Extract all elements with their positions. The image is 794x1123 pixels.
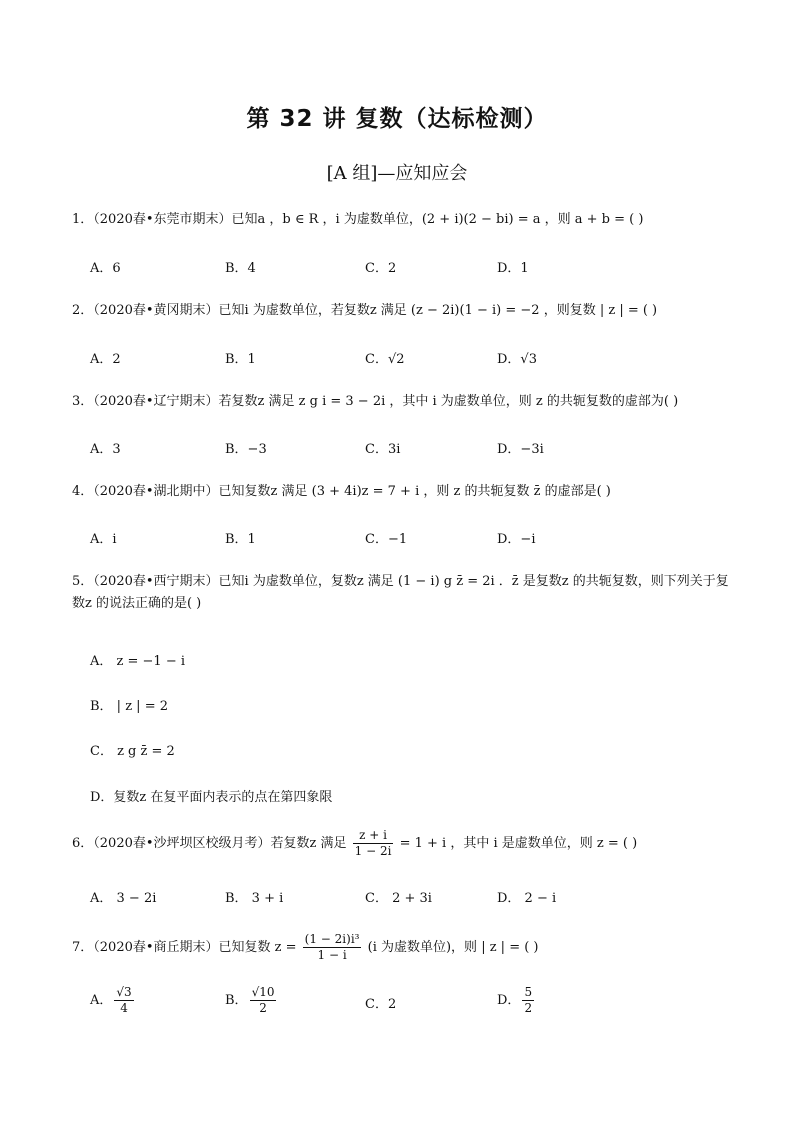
fraction <box>522 985 534 1016</box>
option-c: C．3i <box>365 442 401 457</box>
fraction-denominator: 4 <box>120 1001 128 1015</box>
option-b: B．4 <box>225 261 256 276</box>
fraction-numerator: √10 <box>251 985 275 999</box>
option-b <box>225 985 278 1016</box>
option-d <box>497 985 536 1016</box>
option-b: B．1 <box>225 532 256 547</box>
fraction-numerator: z + i <box>353 828 394 844</box>
option-a <box>90 985 136 1016</box>
option-b: B．1 <box>225 352 256 367</box>
option-label: D． <box>497 993 521 1008</box>
question-2-stem: 2．（2020春•黄冈期末）已知i 为虚数单位，若复数z 满足 (z − 2i)(1 − i) = −2 ，则复数 | z | = ( ) <box>72 303 658 318</box>
question-1-stem: 1．（2020春•东莞市期末）已知a ，b ∈ R ，i 为虚数单位，(2 + i)(2 − bi) = a ，则 a + b = ( ) <box>72 212 644 227</box>
question-3-stem: 3．（2020春•辽宁期末）若复数z 满足 z g i = 3 − 2i ，其中 i 为虚数单位，则 z 的共轭复数的虚部为( ) <box>72 394 679 409</box>
option-label: B． <box>225 993 248 1008</box>
option-a: A．2 <box>90 352 121 367</box>
option-label: A． <box>90 993 113 1008</box>
fraction-denominator: 1 − 2i <box>354 844 392 858</box>
fraction-numerator: 5 <box>524 985 533 999</box>
fraction-denominator: 2 <box>259 1001 267 1015</box>
question-4-stem: 4．（2020春•湖北期中）已知复数z 满足 (3 + 4i)z = 7 + i ，则 z 的共轭复数 z̄ 的虚部是( ) <box>72 484 611 499</box>
option-a: A．6 <box>90 261 121 276</box>
option-b: B．−3 <box>225 442 267 457</box>
question-5-option-b: B． | z | = 2 <box>90 699 168 714</box>
option-a: A．3 <box>90 442 121 457</box>
question-1-options <box>90 257 710 281</box>
option-d: D． 2 − i <box>497 891 557 906</box>
question-5-option-d: D．复数z 在复平面内表示的点在第四象限 <box>90 790 333 805</box>
option-b: B． 3 + i <box>225 891 284 906</box>
option-c: C．√2 <box>365 352 405 367</box>
question-7-stem-after: (i 为虚数单位)，则 | z | = ( ) <box>367 940 539 955</box>
question-6-options <box>90 887 710 911</box>
option-a: A． 3 − 2i <box>90 891 157 906</box>
fraction <box>114 985 133 1016</box>
option-d: D．−3i <box>497 442 544 457</box>
option-d: D．−i <box>497 532 536 547</box>
question-6-stem-after: = 1 + i ，其中 i 是虚数单位，则 z = ( ) <box>399 836 638 851</box>
fraction-denominator: 1 − i <box>317 948 347 962</box>
fraction <box>303 932 362 963</box>
page-title: 第 32 讲 复数（达标检测） <box>246 106 548 132</box>
question-6-stem <box>72 828 732 859</box>
option-a: A．i <box>90 532 117 547</box>
fraction-numerator: √3 <box>116 985 132 999</box>
question-5-stem: 5．（2020春•西宁期末）已知i 为虚数单位，复数z 满足 (1 − i) g z̄ = 2i ．z̄ 是复数z 的共轭复数，则下列关于复数z 的说法正确的是( ) <box>72 574 729 611</box>
fraction-numerator: (1 − 2i)i³ <box>304 932 360 946</box>
option-c: C．2 <box>365 261 397 276</box>
question-7-stem-before: 7．（2020春•商丘期末）已知复数 z = <box>72 940 297 955</box>
question-2-options <box>90 348 710 372</box>
question-3-options <box>90 438 710 462</box>
option-c: C． 2 + 3i <box>365 891 432 906</box>
question-4-options <box>90 528 710 552</box>
option-d: D．1 <box>497 261 529 276</box>
option-label: C．2 <box>365 997 397 1012</box>
question-5-option-c: C． z g z̄ = 2 <box>90 744 175 759</box>
option-d: D．√3 <box>497 352 537 367</box>
fraction-denominator: 2 <box>524 1001 533 1015</box>
question-7-options <box>90 985 710 1021</box>
option-c <box>365 993 396 1012</box>
section-subtitle: [A 组]—应知应会 <box>326 163 468 184</box>
fraction <box>250 985 277 1016</box>
option-c: C．−1 <box>365 532 408 547</box>
fraction <box>353 828 394 859</box>
question-7-stem <box>72 932 732 963</box>
question-6-stem-before: 6．（2020春•沙坪坝区校级月考）若复数z 满足 <box>72 836 347 851</box>
question-5-option-a: A． z = −1 − i <box>90 654 186 669</box>
